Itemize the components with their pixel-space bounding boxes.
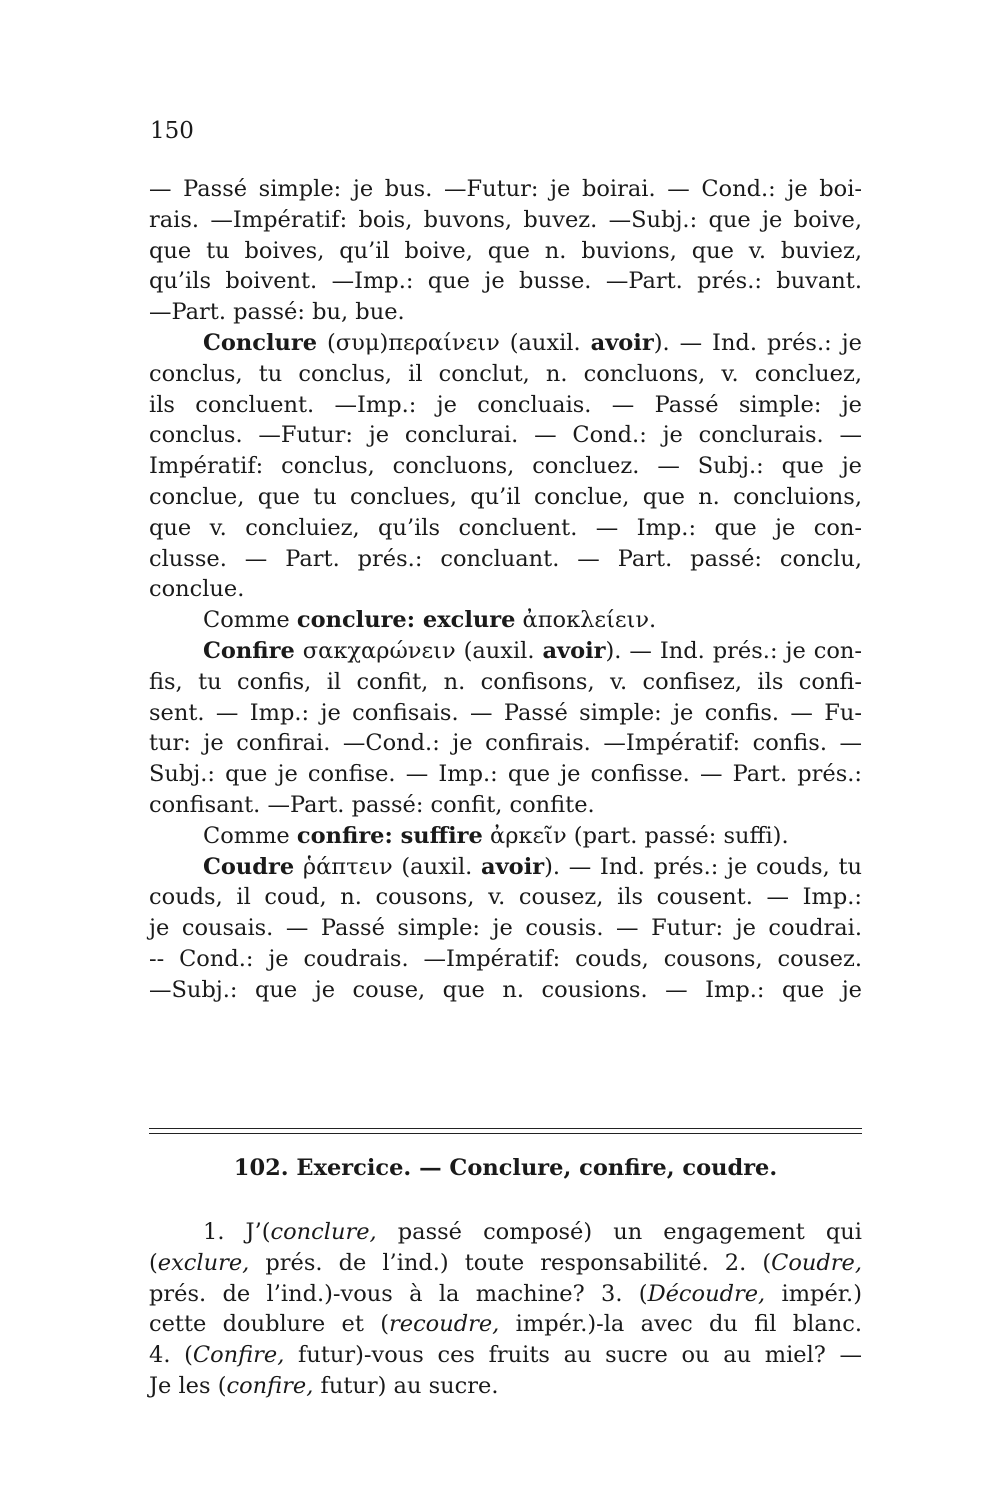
text-segment: 4. ( (149, 1342, 193, 1369)
text-segment: conclue. (149, 576, 245, 603)
text-segment: ). — Ind. prés.: je (653, 329, 862, 356)
text-segment: σακχαρώνειν (auxil. (294, 637, 543, 664)
text-segment: ἀρκεῖν (part. passé: suffi). (482, 822, 789, 849)
text-line (149, 759, 862, 790)
text-segment: qu’ils boivent. —Imp.: que je busse. —Part. prés.: buvant. (149, 268, 862, 295)
text-segment: 1. J’( (203, 1219, 271, 1245)
text-line (149, 359, 862, 390)
text-segment: confisant. —Part. passé: confit, confite. (149, 791, 595, 818)
text-line (149, 1248, 862, 1279)
text-segment: passé composé) un engagement qui (376, 1219, 862, 1245)
text-line (149, 1371, 862, 1402)
text-segment: impér.) (765, 1280, 862, 1307)
text-line (149, 882, 862, 913)
text-line (149, 605, 862, 636)
italic-term: confire, (226, 1372, 314, 1399)
text-line (149, 698, 862, 729)
text-segment: -- Cond.: je coudrais. —Impératif: couds, cousons, cousez. (149, 945, 862, 972)
section-divider-thin (149, 1133, 862, 1134)
section-divider (149, 1128, 862, 1129)
text-line (149, 1217, 862, 1248)
text-segment: prés. de l’ind.) toute responsabilité. 2. ( (249, 1249, 772, 1276)
bold-term: avoir (590, 329, 654, 356)
text-line (149, 266, 862, 297)
text-segment: —Subj.: que je couse, que n. cousions. — Imp.: que je (149, 976, 862, 1003)
text-line (149, 451, 862, 482)
text-line (149, 821, 862, 852)
text-line (149, 1309, 862, 1340)
text-segment: ). — Ind. prés.: je con- (605, 637, 862, 664)
text-line (149, 297, 862, 328)
text-line (149, 544, 862, 575)
text-segment: ils concluent. —Imp.: je concluais. — Passé simple: je (149, 391, 862, 418)
text-segment: Comme (203, 822, 297, 849)
bold-term: Coudre (203, 853, 295, 880)
bold-term: avoir (481, 853, 545, 880)
text-line (149, 636, 862, 667)
text-line (149, 1279, 862, 1310)
text-segment: cette doublure et ( (149, 1311, 389, 1338)
bold-term: conclure: exclure (296, 607, 516, 634)
text-segment: couds, il coud, n. cousons, v. cousez, ils cousent. — Imp.: (149, 884, 862, 911)
text-segment: futur) au sucre. (313, 1372, 499, 1399)
text-segment: fis, tu confis, il confit, n. confisons, v. confisez, ils confi- (149, 668, 862, 695)
text-line (149, 482, 862, 513)
text-segment: que v. concluiez, qu’ils concluent. — Imp.: que je con- (149, 514, 862, 541)
text-segment: prés. de l’ind.)-vous à la machine? 3. ( (149, 1280, 648, 1307)
text-segment: Subj.: que je confise. — Imp.: que je confisse. — Part. prés.: (149, 761, 862, 788)
text-segment: que tu boives, qu’il boive, que n. buvions, que v. buviez, (149, 237, 862, 264)
text-segment: ῥάπτειν (auxil. (294, 853, 482, 880)
text-line (149, 913, 862, 944)
text-line (149, 1340, 862, 1371)
text-line (149, 852, 862, 883)
text-segment: sent. — Imp.: je confisais. — Passé simple: je confis. — Fu- (149, 699, 862, 726)
italic-term: recoudre, (389, 1311, 500, 1338)
bold-term: Conclure (203, 329, 318, 356)
text-segment: clusse. — Part. prés.: concluant. — Part. passé: conclu, (149, 545, 862, 572)
text-segment: impér.)-la avec du fil blanc. (499, 1311, 862, 1338)
italic-term: Confire, (192, 1342, 285, 1369)
exercise-title: 102. Exercice. — Conclure, confire, coudre. (233, 1155, 778, 1181)
text-segment: — Passé simple: je bus. —Futur: je boirai. — Cond.: je boi- (149, 176, 862, 202)
verb-conjugation-text (149, 174, 862, 1006)
text-segment: futur)-vous ces fruits au sucre ou au miel? — (284, 1342, 862, 1369)
text-line (149, 390, 862, 421)
text-segment: —Part. passé: bu, bue. (149, 299, 405, 326)
text-segment: conclus, tu conclus, il conclut, n. concluons, v. concluez, (149, 360, 862, 387)
text-line (149, 205, 862, 236)
text-line (149, 975, 862, 1006)
exercise-text (149, 1217, 862, 1402)
text-segment: Je les ( (149, 1372, 227, 1399)
bold-term: Confire (203, 637, 295, 664)
italic-term: Coudre, (771, 1249, 862, 1276)
text-segment: rais. —Impératif: bois, buvons, buvez. —Subj.: que je boive, (149, 206, 862, 233)
text-line (149, 790, 862, 821)
text-segment: je cousais. — Passé simple: je cousis. — Futur: je coudrai. (149, 915, 862, 942)
text-line (149, 667, 862, 698)
text-segment: conclue, que tu conclues, qu’il conclue, que n. concluions, (149, 483, 862, 510)
page-number: 150 (150, 118, 194, 144)
text-segment: conclus. —Futur: je conclurai. — Cond.: je conclurais. — (149, 422, 862, 449)
text-line (149, 420, 862, 451)
text-segment: ( (149, 1249, 158, 1276)
text-line (149, 574, 862, 605)
italic-term: exclure, (157, 1249, 250, 1276)
bold-term: avoir (542, 637, 606, 664)
text-segment: Comme (203, 607, 297, 634)
text-segment: (συμ)περαίνειν (auxil. (317, 329, 591, 356)
text-segment: ). — Ind. prés.: je couds, tu (544, 853, 862, 880)
text-line (149, 944, 862, 975)
text-line (149, 236, 862, 267)
italic-term: Découdre, (647, 1280, 766, 1307)
text-segment: tur: je confirai. —Cond.: je confirais. —Impératif: confis. — (149, 730, 862, 757)
text-segment: Impératif: conclus, concluons, concluez. — Subj.: que je (149, 453, 862, 480)
text-line (149, 728, 862, 759)
bold-term: confire: suffire (296, 822, 483, 849)
text-line (149, 328, 862, 359)
text-segment: ἀποκλείειν. (515, 607, 657, 634)
text-line (149, 513, 862, 544)
italic-term: conclure, (270, 1219, 377, 1245)
text-line (149, 174, 862, 205)
